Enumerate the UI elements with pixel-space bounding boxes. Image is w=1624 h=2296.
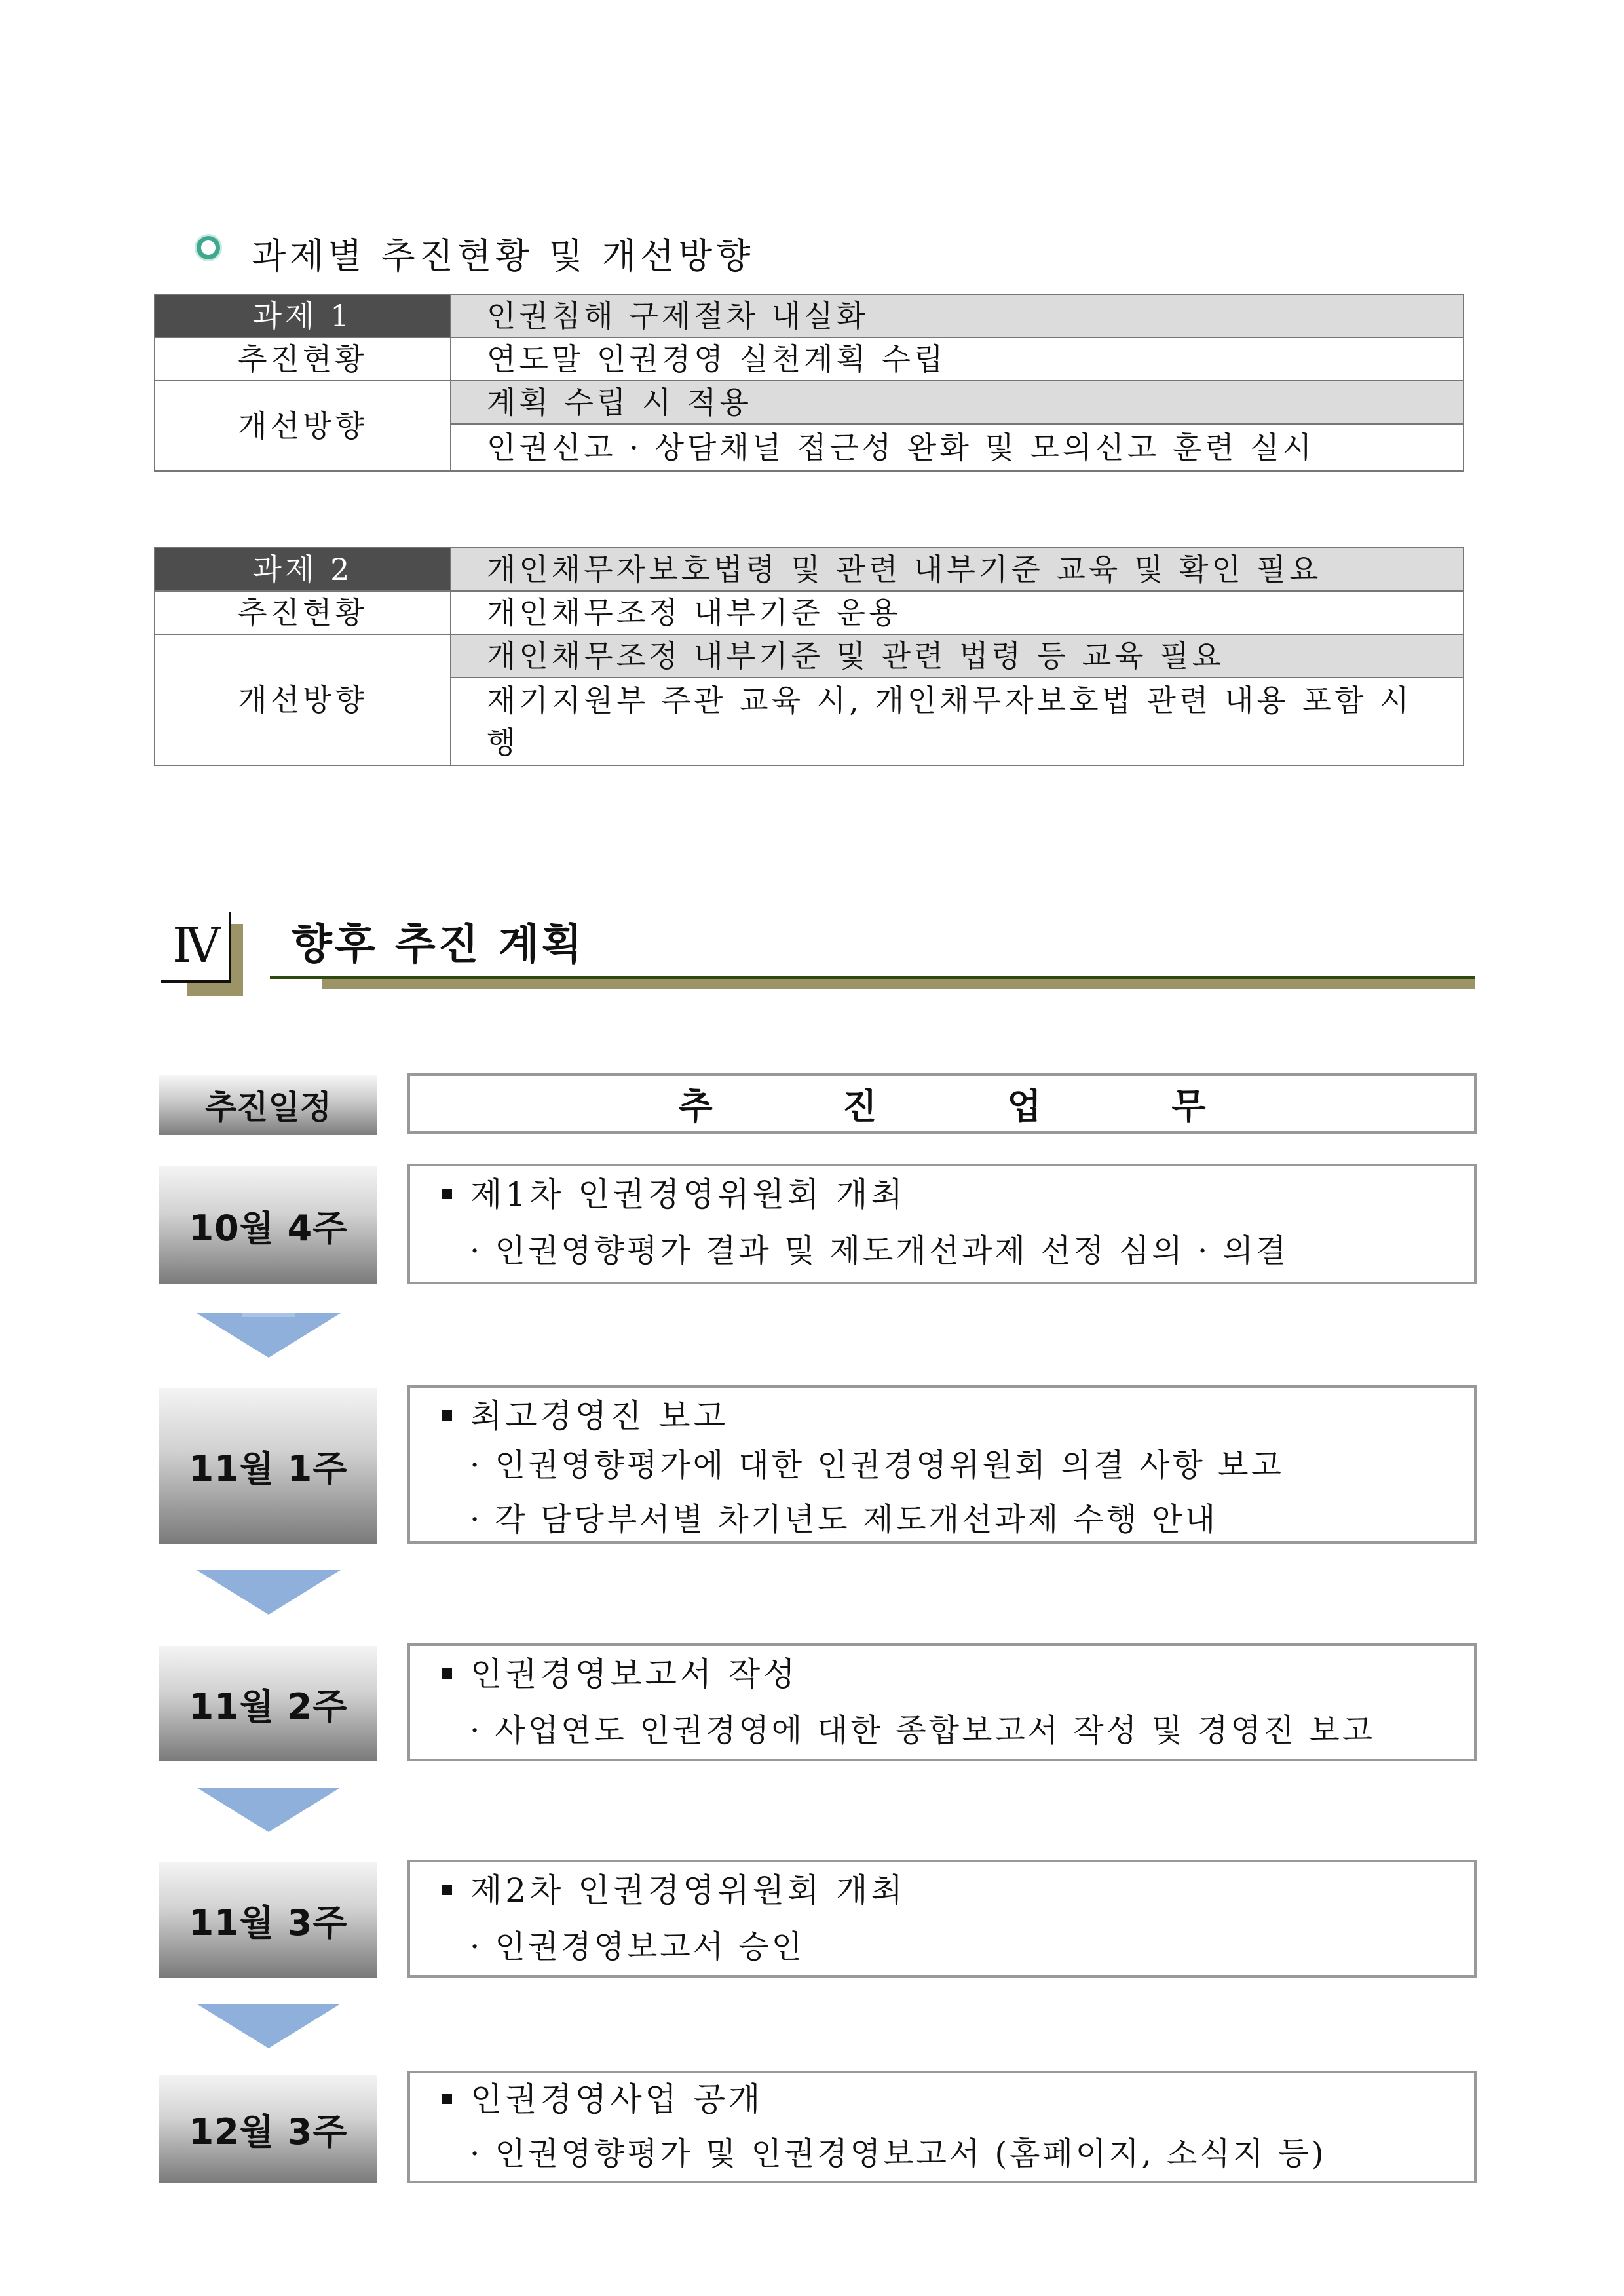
down-arrow-icon	[197, 1313, 341, 1358]
square-bullet-icon	[442, 1668, 452, 1679]
step-detail: · 사업연도 인권경영에 대한 종합보고서 작성 및 경영진 보고	[470, 1712, 1376, 1749]
roman-numeral: Ⅳ	[172, 917, 221, 974]
task2-improve-label: 개선방향	[155, 634, 451, 765]
task2-label: 과제 2	[155, 548, 451, 591]
square-bullet-icon	[442, 2094, 452, 2104]
plan-title: 향후 추진 계획	[292, 921, 585, 969]
step-task-title	[427, 2073, 1474, 2126]
step-date: 11월 2주	[159, 1646, 377, 1761]
step-detail: · 인권영향평가 및 인권경영보고서 (홈페이지, 소식지 등)	[470, 2135, 1327, 2172]
step-task-text: 최고경영진 보고	[470, 1397, 728, 1435]
step-task-text: 인권경영보고서 작성	[470, 1655, 799, 1693]
step-task-text: 제2차 인권경영위원회 개최	[470, 1871, 906, 1909]
step-task-box	[407, 1164, 1477, 1284]
step-task-box	[407, 2071, 1477, 2183]
step-task-box	[407, 1385, 1477, 1544]
schedule-header-right: 추 진 업 무	[407, 1073, 1477, 1134]
table-row	[155, 337, 1463, 381]
step-task-text: 제1차 인권경영위원회 개최	[470, 1176, 906, 1214]
step-date: 11월 3주	[159, 1862, 377, 1978]
step-task-title	[427, 1166, 1474, 1223]
schedule-header-left: 추진일정	[159, 1075, 377, 1135]
task1-status-label: 추진현황	[155, 337, 451, 381]
task1-table	[154, 294, 1464, 472]
step-date: 11월 1주	[159, 1388, 377, 1544]
table-row	[155, 381, 1463, 424]
step-date: 12월 3주	[159, 2075, 377, 2183]
step-task-title	[427, 1862, 1474, 1919]
title-accent-bar	[322, 979, 1475, 989]
step-detail: · 각 담당부서별 차기년도 제도개선과제 수행 안내	[470, 1501, 1218, 1538]
task2-title: 개인채무자보호법령 및 관련 내부기준 교육 및 확인 필요	[451, 548, 1463, 591]
down-arrow-icon	[197, 1570, 341, 1615]
step-detail: · 인권영향평가에 대한 인권경영위원회 의결 사항 보고	[470, 1447, 1284, 1483]
square-bullet-icon	[442, 1885, 452, 1895]
table-row	[155, 548, 1463, 591]
circle-bullet-icon	[197, 236, 220, 259]
table-row	[155, 591, 1463, 634]
section-heading: 과제별 추진현황 및 개선방향	[252, 235, 755, 277]
task2-improve-item: 개인채무조정 내부기준 및 관련 법령 등 교육 필요	[451, 634, 1463, 678]
step-date: 10월 4주	[159, 1166, 377, 1284]
task1-improve-label: 개선방향	[155, 381, 451, 471]
task2-improve-item: 재기지원부 주관 교육 시, 개인채무자보호법 관련 내용 포함 시행	[451, 678, 1463, 765]
task1-title: 인권침해 구제절차 내실화	[451, 294, 1463, 337]
task1-label: 과제 1	[155, 294, 451, 337]
step-detail: · 인권경영보고서 승인	[470, 1928, 805, 1965]
step-task-box	[407, 1860, 1477, 1978]
table-row	[155, 634, 1463, 678]
step-task-text: 인권경영사업 공개	[470, 2080, 764, 2118]
task1-improve-item: 인권신고 · 상담채널 접근성 완화 및 모의신고 훈련 실시	[451, 424, 1463, 471]
step-task-title	[427, 1646, 1474, 1702]
task1-improve-item: 계획 수립 시 적용	[451, 381, 1463, 424]
down-arrow-icon	[197, 2004, 341, 2048]
step-detail: · 인권영향평가 결과 및 제도개선과제 선정 심의 · 의결	[470, 1233, 1289, 1269]
task2-status-label: 추진현황	[155, 591, 451, 634]
down-arrow-icon	[197, 1788, 341, 1832]
square-bullet-icon	[442, 1189, 452, 1199]
task1-status: 연도말 인권경영 실천계획 수립	[451, 337, 1463, 381]
table-row	[155, 294, 1463, 337]
task2-table	[154, 547, 1464, 766]
step-task-box	[407, 1643, 1477, 1761]
step-task-title	[427, 1388, 1474, 1444]
square-bullet-icon	[442, 1410, 452, 1421]
task2-status: 개인채무조정 내부기준 운용	[451, 591, 1463, 634]
